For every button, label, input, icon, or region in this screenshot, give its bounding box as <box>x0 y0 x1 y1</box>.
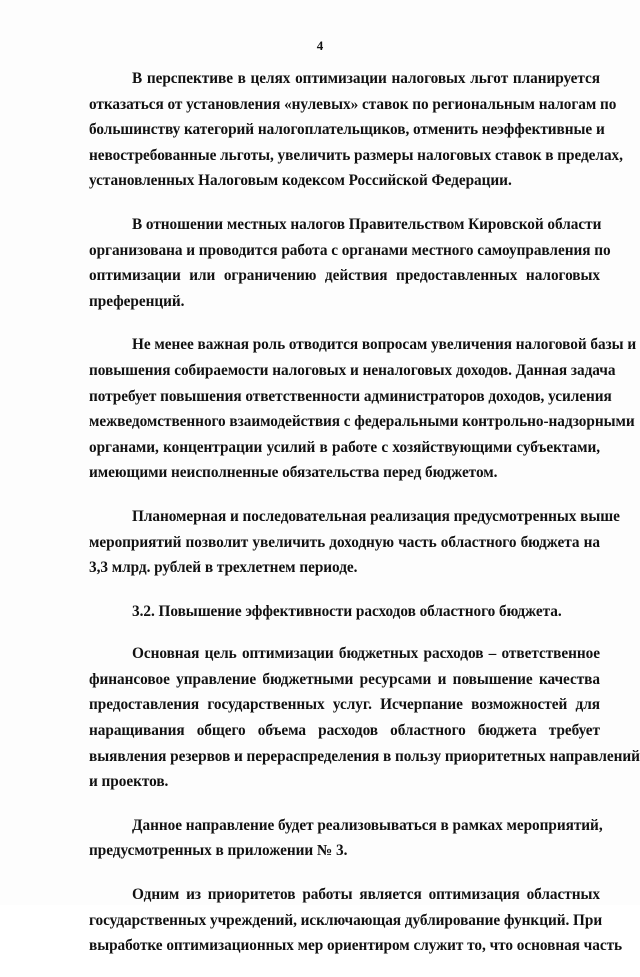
text-line: В перспективе в целях оптимизации налоговых льгот планируется <box>132 70 600 87</box>
text-line: преференций. <box>89 292 185 310</box>
page-number: 4 <box>316 38 324 53</box>
text-line: органами, концентрации усилий в работе с хозяйствующими субъектами, <box>89 438 600 456</box>
paragraph-revenue-increase <box>89 504 620 581</box>
text-line: государственных учреждений, исключающая дублирование функций. При <box>89 911 603 929</box>
text-line: Не менее важная роль отводится вопросам увеличения налоговой базы и <box>132 336 637 354</box>
paragraph-institution-optimization <box>89 882 623 959</box>
text-line: предоставления государственных услуг. Исчерпание возможностей для <box>89 696 600 714</box>
text-line: отказаться от установления «нулевых» ставок по региональным налогам по <box>89 95 617 113</box>
paragraph-tax-base <box>89 332 637 486</box>
section-heading-3-2 <box>89 599 600 625</box>
text-line: выявления резервов и перераспределения в пользу приоритетных направлений <box>89 747 640 765</box>
document-body <box>89 66 640 977</box>
text-line: Основная цель оптимизации бюджетных расходов – ответственное <box>132 645 600 663</box>
text-line: 3,3 млрд. рублей в трехлетнем периоде. <box>89 559 358 577</box>
text-line: мероприятий позволит увеличить доходную часть областного бюджета на <box>89 533 600 551</box>
paragraph-local-taxes <box>89 212 611 314</box>
text-line: имеющими неисполненные обязательства перед бюджетом. <box>89 464 498 482</box>
text-line: В отношении местных налогов Правительством Кировской области <box>132 215 602 233</box>
text-line: оптимизации или ограничению действия предоставленных налоговых <box>89 267 600 285</box>
text-line: невостребованные льготы, увеличить размеры налоговых ставок в пределах, <box>89 146 623 164</box>
text-line: организована и проводится работа с органами местного самоуправления по <box>89 241 611 259</box>
paragraph-appendix-reference <box>89 813 603 864</box>
text-line: финансовое управление бюджетными ресурсами и повышение качества <box>89 670 600 688</box>
text-line: наращивания общего объема расходов областного бюджета требует <box>89 722 600 740</box>
text-line: межведомственного взаимодействия с федеральными контрольно-надзорными <box>89 413 635 431</box>
text-line: Одним из приоритетов работы является оптимизация областных <box>132 886 600 904</box>
paragraph-expenditure-goal <box>89 641 640 795</box>
text-line: и проектов. <box>89 773 169 791</box>
text-line: повышения собираемости налоговых и неналоговых доходов. Данная задача <box>89 361 616 379</box>
text-line: выработке оптимизационных мер ориентиром служит то, что основная часть <box>89 937 623 955</box>
paragraph-tax-benefits-optimization <box>89 66 623 194</box>
text-line: потребует повышения ответственности администраторов доходов, усиления <box>89 387 612 405</box>
text-line: предусмотренных в приложении № 3. <box>89 842 348 860</box>
text-line: Планомерная и последовательная реализация предусмотренных выше <box>132 507 620 525</box>
text-line: большинству категорий налогоплательщиков, отменить неэффективные и <box>89 121 605 139</box>
text-line: 3.2. Повышение эффективности расходов областного бюджета. <box>132 602 562 620</box>
text-line: Данное направление будет реализовываться в рамках мероприятий, <box>132 816 603 834</box>
text-line: установленных Налоговым кодексом Российской Федерации. <box>89 172 512 190</box>
